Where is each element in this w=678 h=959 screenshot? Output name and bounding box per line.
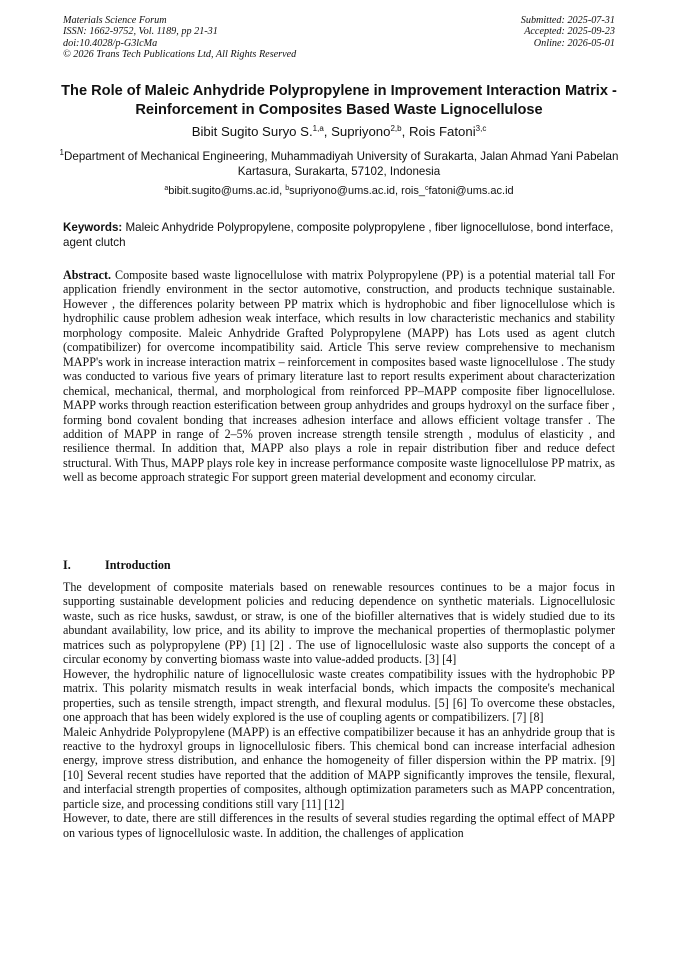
abstract-text: Composite based waste lignocellulose with matrix Polypropylene (PP) is a potential material tall For application friendly environment in the sector automotive, construction, and products technique sustainable. However , the differences polarity between PP matrix which is hydrophobic and fiber lignocellulose which is hydrophilic cause problem adhesion weak interface, which results in low characteristic mechanics and stability morphology composite. Maleic Anhydride Grafted Polypropylene (MAPP) has Lots used as agent clutch (compatibilizer) for overcome incompatibility said. Article This serve review comprehensive to mechanism MAPP's work in increase interaction matrix – reinforcement in composites based waste lignocellulose . The study was conducted to various five years of primary literature last to report results experiment about characterization chemical, mechanical, thermal, and morphological from reinforced PP–MAPP composite fiber lignocellulose. MAPP works through reaction esterification between group anhydrides and groups hydroxyl on the surface fiber , forming bond covalent bonding that increases adhesion interface and allows efficient voltage transfer . The addition of MAPP in range of 2–5% proven increase strength tensile strength , modulus of elasticity , and resilience thermal. In addition that, MAPP also plays a role in repair distribution fiber and reduce defect structural. With Thus, MAPP plays role key in increase performance composite waste lignocellulose PP matrix, as well as become approach strategic For support green material development and economy circular. xyxy=(63,268,615,485)
author-sup: 2,b xyxy=(390,124,402,133)
accepted-date: Accepted: 2025-09-23 xyxy=(524,26,615,38)
paragraph: Maleic Anhydride Polypropylene (MAPP) is an effective compatibilizer because it has an anhydride group that is reactive to the hydroxyl groups in lignocellulosic fibers. This chemical bond can increase interfacial adhesion energy, improve stress distribution, and enhance the homogeneity of filler dispersion within the PP matrix. [9] [10] Several recent studies have reported that the addition of MAPP significantly improves the tensile, flexural, and interfacial strength properties of composites, although optimization parameters such as MAPP concentration, particle size, and processing conditions still vary [11] [12] xyxy=(63,724,615,811)
email-sup: c xyxy=(425,185,429,192)
affiliation-sup: 1 xyxy=(59,148,64,157)
paragraph: However, to date, there are still differences in the results of several studies regarding the optimal effect of MAPP on various types of lignocellulosic waste. In addition, the challenges of application xyxy=(63,811,615,840)
email-b[interactable]: supriyono@ums.ac.id, rois_ xyxy=(289,185,425,197)
introduction-body xyxy=(63,580,615,840)
issn: ISSN: 1662-9752, Vol. 1189, pp 21-31 xyxy=(63,26,218,38)
email-sup: b xyxy=(285,185,290,192)
email-a[interactable]: bibit.sugito@ums.ac.id, xyxy=(168,185,286,197)
abstract xyxy=(63,268,615,485)
author-sup: 1,a xyxy=(312,124,324,133)
email-sup: a xyxy=(164,185,169,192)
author-list xyxy=(40,124,638,140)
author-name: Rois Fatoni xyxy=(408,124,476,139)
journal-info xyxy=(63,15,403,60)
author-separator: , xyxy=(323,124,332,139)
author-name: Bibit Sugito Suryo S. xyxy=(191,124,313,139)
section-title: Introduction xyxy=(105,558,171,572)
online-date: Online: 2026-05-01 xyxy=(533,37,615,49)
author-name: Supriyono xyxy=(331,124,391,139)
keywords-text: Maleic Anhydride Polypropylene, composite polypropylene , fiber lignocellulose, bond interface, agent clutch xyxy=(63,221,614,249)
keywords xyxy=(63,221,615,250)
email-c[interactable]: fatoni@ums.ac.id xyxy=(428,185,514,197)
affiliation-text: Department of Mechanical Engineering, Muhammadiyah University of Surakarta, Jalan Ahmad Yani Pabelan Kartasura, Surakarta, 57102, Indonesia xyxy=(64,150,619,178)
keywords-label: Keywords: xyxy=(63,221,123,234)
section-number: I. xyxy=(63,558,71,572)
paragraph: The development of composite materials based on renewable resources continues to be a major focus in supporting sustainable development policies and reducing dependence on synthetic materials. Lignocellulosic waste, such as rice husks, sawdust, or straw, is one of the biofiller alternatives that is widely studied due to its abundant availability, low price, and its ability to improve the mechanical properties of thermoplastic polymer matrices such as polypropylene (PP) [1] [2] . The use of lignocellulosic waste also supports the concept of a circular economy by converting biomass waste into value-added products. [3] [4] xyxy=(63,580,615,667)
paper-title: The Role of Maleic Anhydride Polypropylene in Improvement Interaction Matrix - Reinforcement in Composites Based Waste Lignocellulose xyxy=(61,83,617,118)
section-heading xyxy=(63,558,615,573)
doi[interactable]: doi:10.4028/p-G3lcMa xyxy=(63,37,158,49)
dates-info xyxy=(375,15,615,49)
abstract-label: Abstract. xyxy=(63,268,112,282)
paragraph: However, the hydrophilic nature of lignocellulosic waste creates compatibility issues with the hydrophobic PP matrix. This polarity mismatch results in weak interfacial bonds, which impacts the composite's mechanical properties, such as tensile strength, impact strength, and flexural modulus. [5] [6] To overcome these obstacles, one approach that has been widely explored is the use of coupling agents or compatibilizers. [7] [8] xyxy=(63,666,615,725)
affiliation xyxy=(50,149,628,179)
email-list xyxy=(40,185,638,198)
author-sup: 3,c xyxy=(475,124,487,133)
journal-name: Materials Science Forum xyxy=(63,15,167,26)
copyright: © 2026 Trans Tech Publications Ltd, All Rights Reserved xyxy=(63,48,297,60)
submitted-date: Submitted: 2025-07-31 xyxy=(520,15,615,26)
author-separator: , xyxy=(401,124,409,139)
